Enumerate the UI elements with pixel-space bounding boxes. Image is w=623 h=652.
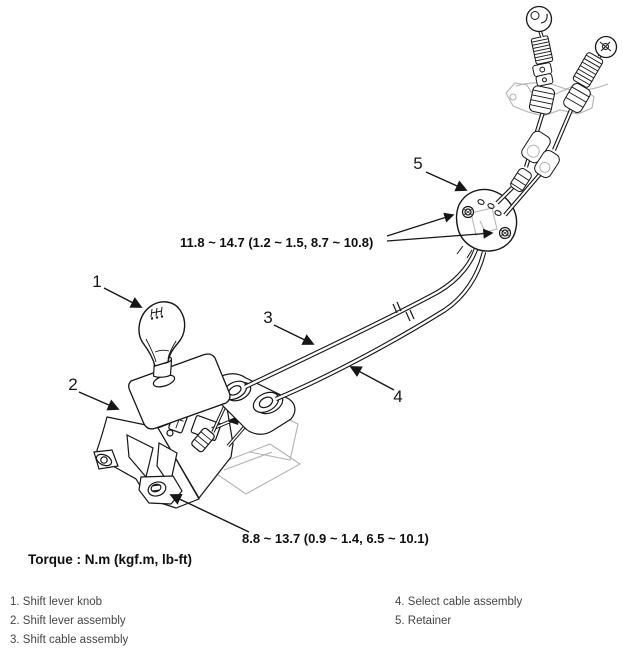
cables [245, 246, 484, 399]
callout-2 [68, 375, 118, 409]
shift-cable-end-fitting [529, 85, 556, 115]
torque-note: Torque : N.m (kgf.m, lb-ft) [28, 552, 192, 567]
retainer-bolt [463, 207, 474, 218]
leader-line-retainer-bolt-1 [387, 215, 453, 236]
callout-4 [351, 367, 403, 406]
select-cable [276, 252, 484, 399]
legend-column-2 [395, 593, 522, 631]
legend-item-retainer: 5. Retainer [395, 615, 452, 627]
callout-1-number: 1 [92, 272, 102, 291]
leader-line-lever-bolt [171, 495, 249, 532]
callout-5 [413, 154, 466, 190]
callouts [68, 154, 466, 409]
callout-3 [263, 308, 313, 344]
legend-item-shift-cable-assembly: 3. Shift cable assembly [10, 634, 129, 646]
shift-cable [245, 246, 477, 387]
callout-5-number: 5 [413, 154, 423, 173]
callout-2-number: 2 [68, 375, 78, 394]
select-cable-boot [572, 52, 604, 89]
callout-3-number: 3 [263, 308, 273, 327]
torque-label-lever-base: 8.8 ~ 13.7 (0.9 ~ 1.4, 6.5 ~ 10.1) [242, 531, 429, 546]
callout-4-number: 4 [393, 387, 403, 406]
legend-item-select-cable-assembly: 4. Select cable assembly [395, 596, 523, 608]
retainer-plate [457, 190, 517, 258]
select-cable-ball-socket [596, 37, 617, 58]
callout-1 [92, 272, 141, 307]
legend-item-shift-lever-assembly: 2. Shift lever assembly [10, 615, 126, 627]
cable-clip [406, 310, 414, 321]
cable-spring [531, 36, 553, 65]
retainer-bolt [500, 228, 511, 239]
legend-column-1 [10, 593, 128, 650]
torque-label-retainer: 11.8 ~ 14.7 (1.2 ~ 1.5, 8.7 ~ 10.8) [180, 235, 374, 250]
shift-lever-knob [139, 302, 185, 366]
legend-item-shift-lever-knob: 1. Shift lever knob [10, 596, 103, 608]
shift-cable-ball-socket [527, 7, 552, 32]
